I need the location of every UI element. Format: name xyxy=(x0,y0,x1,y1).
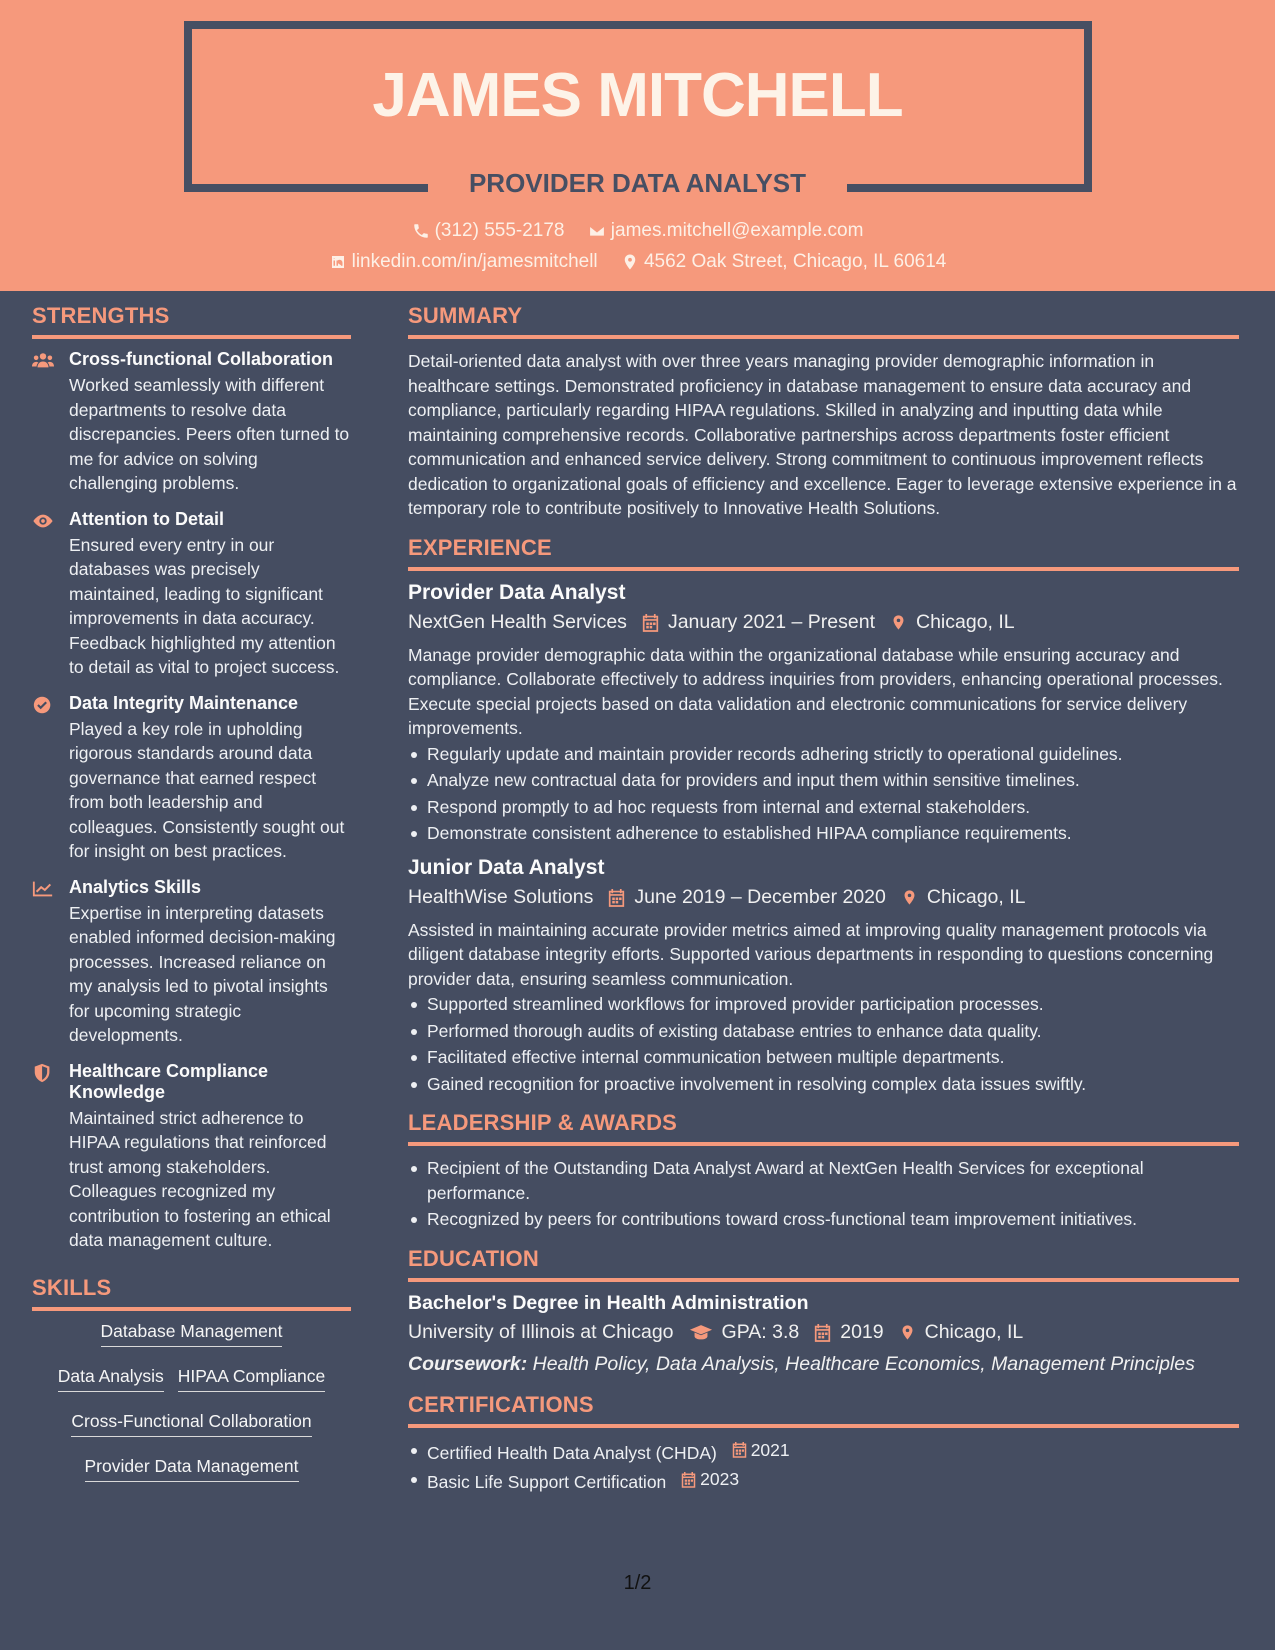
calendar-icon xyxy=(681,1471,696,1488)
cert-date xyxy=(681,1467,739,1492)
education-meta xyxy=(408,1321,1239,1344)
job-description: Assisted in maintaining accurate provider metrics aimed at improving quality management protocols via diligent database integrity efforts. Supported various departments in responding to questions concerning provider data, ensuring seamless communication. xyxy=(408,919,1214,989)
job-bullets xyxy=(408,992,1239,1096)
skills-heading: SKILLS xyxy=(32,1275,351,1311)
graduation-year xyxy=(814,1321,883,1344)
linkedin-text[interactable]: linkedin.com/in/jamesmitchell xyxy=(351,251,598,272)
year-text: 2019 xyxy=(840,1320,884,1343)
gpa xyxy=(689,1321,800,1344)
calendar-icon xyxy=(814,1323,831,1342)
phone-icon xyxy=(412,222,430,240)
strength-text: Expertise in interpreting datasets enabled informed decision-making processes. Increased reliance on my analysis led to pivotal insights for upcoming strategic developments. xyxy=(69,902,336,1045)
list-item xyxy=(408,1467,1239,1494)
cert-year: 2023 xyxy=(700,1468,740,1489)
job-title: Provider Data Analyst xyxy=(408,580,626,604)
dates-text: June 2019 – December 2020 xyxy=(634,885,886,908)
summary-heading: SUMMARY xyxy=(408,303,1239,339)
chart-line-icon xyxy=(32,879,54,899)
candidate-role: PROVIDER DATA ANALYST xyxy=(468,168,807,198)
list-item: Analyze new contractual data for providers and input them within sensitive timelines. xyxy=(408,768,1239,793)
strength-text: Worked seamlessly with different departments to resolve data discrepancies. Peers often turned to me for advice on solving challenging problems. xyxy=(69,375,350,493)
contact-row-1 xyxy=(0,220,1275,246)
map-pin-icon xyxy=(899,1323,916,1342)
company-text: NextGen Health Services xyxy=(408,610,627,633)
list-item: Facilitated effective internal communication between multiple departments. xyxy=(408,1045,1239,1070)
strength-title: Data Integrity Maintenance xyxy=(69,692,299,713)
leadership-list xyxy=(408,1156,1239,1232)
list-item: Demonstrate consistent adherence to established HIPAA compliance requirements. xyxy=(408,821,1239,846)
skill-tag: Cross-Functional Collaboration xyxy=(71,1411,311,1437)
list-item: Recognized by peers for contributions toward cross-functional team improvement initiatives. xyxy=(408,1207,1239,1232)
strength-title: Analytics Skills xyxy=(69,876,202,897)
phone-contact xyxy=(412,220,565,242)
job-dates xyxy=(642,611,875,634)
education-heading: EDUCATION xyxy=(408,1246,1239,1282)
address-text: 4562 Oak Street, Chicago, IL 60614 xyxy=(643,251,947,272)
job-entry xyxy=(408,856,1239,1097)
skill-tag: Provider Data Management xyxy=(85,1456,299,1482)
address-contact xyxy=(621,251,946,273)
strength-item xyxy=(32,509,351,680)
email-contact[interactable] xyxy=(588,220,864,242)
strength-item xyxy=(32,693,351,864)
cert-date xyxy=(732,1438,790,1463)
linkedin-contact[interactable] xyxy=(329,251,598,273)
contact-row-2 xyxy=(0,251,1275,277)
list-item: Performed thorough audits of existing database entries to enhance data quality. xyxy=(408,1019,1239,1044)
gpa-text: GPA: 3.8 xyxy=(721,1320,800,1343)
shield-icon xyxy=(32,1063,54,1083)
location-text: Chicago, IL xyxy=(926,885,1026,908)
strength-text: Maintained strict adherence to HIPAA regulations that reinforced trust among stakeholders. Colleagues recognized my contribution to fostering an ethical data management culture. xyxy=(69,1107,331,1250)
degree-title: Bachelor's Degree in Health Administration xyxy=(408,1291,809,1314)
skill-tag: Database Management xyxy=(101,1321,283,1347)
experience-heading: EXPERIENCE xyxy=(408,535,1239,571)
job-meta xyxy=(408,886,1239,909)
cert-name: Certified Health Data Analyst (CHDA) xyxy=(427,1442,717,1463)
company-name xyxy=(408,611,627,634)
list-item: Regularly update and maintain provider records adhering strictly to operational guidelines. xyxy=(408,742,1239,767)
school-text: University of Illinois at Chicago xyxy=(408,1320,674,1343)
calendar-icon xyxy=(732,1441,747,1458)
envelope-icon xyxy=(588,222,606,240)
calendar-icon xyxy=(608,888,625,907)
skill-tag: Data Analysis xyxy=(58,1366,164,1392)
strength-title: Cross-functional Collaboration xyxy=(69,349,334,369)
job-location xyxy=(901,886,1026,909)
cert-name: Basic Life Support Certification xyxy=(427,1471,667,1492)
strength-title: Healthcare Compliance Knowledge xyxy=(69,1060,269,1102)
skill-tag: HIPAA Compliance xyxy=(178,1366,326,1392)
summary-text: Detail-oriented data analyst with over three years managing provider demographic information in healthcare settings. Demonstrated proficiency in database management to ensure data accuracy and compliance, particularly regarding HIPAA regulations. Skilled in analyzing and inputting data while maintaining comprehensive records. Collaborative partnerships across departments foster efficient communication and enhanced service delivery. Strong commitment to continuous improvement reflects dedication to organizational goals of efficiency and excellence. Eager to leverage extensive experience in a temporary role to contribute positively to Innovative Health Solutions. xyxy=(408,351,1237,518)
coursework-text: Health Policy, Data Analysis, Healthcare Economics, Management Principles xyxy=(532,1352,1195,1375)
strength-item xyxy=(32,877,351,1048)
job-entry xyxy=(408,581,1239,846)
job-meta xyxy=(408,611,1239,634)
email-text[interactable]: james.mitchell@example.com xyxy=(610,220,864,241)
map-pin-icon xyxy=(890,613,907,632)
list-item xyxy=(408,1438,1239,1465)
school-name xyxy=(408,1321,674,1344)
strength-text: Played a key role in upholding rigorous standards around data governance that earned respect from both leadership and colleagues. Consistently sought out for insight on best practices. xyxy=(69,718,345,861)
location-text: Chicago, IL xyxy=(924,1320,1024,1343)
strength-title: Attention to Detail xyxy=(69,508,224,529)
job-bullets xyxy=(408,742,1239,846)
strength-item xyxy=(32,1061,351,1253)
resume-header xyxy=(0,0,1275,291)
candidate-name: JAMES MITCHELL xyxy=(372,61,903,130)
company-text: HealthWise Solutions xyxy=(408,885,594,908)
job-location xyxy=(890,611,1015,634)
location-text: Chicago, IL xyxy=(916,610,1015,633)
school-location xyxy=(899,1321,1024,1344)
job-title: Junior Data Analyst xyxy=(408,855,605,879)
job-dates xyxy=(608,886,886,909)
skills-list xyxy=(32,1321,351,1482)
eye-icon xyxy=(32,511,54,531)
list-item: Recipient of the Outstanding Data Analyst Award at NextGen Health Services for exceptional performance. xyxy=(408,1156,1239,1205)
certifications-heading: CERTIFICATIONS xyxy=(408,1392,1239,1428)
check-circle-icon xyxy=(32,695,54,715)
certifications-list xyxy=(408,1438,1239,1495)
list-item: Respond promptly to ad hoc requests from internal and external stakeholders. xyxy=(408,795,1239,820)
graduation-cap-icon xyxy=(689,1323,713,1342)
users-icon xyxy=(32,351,54,371)
coursework xyxy=(408,1353,1239,1376)
left-column xyxy=(32,303,351,1501)
strength-text: Ensured every entry in our databases was precisely maintained, leading to significant improvements in data accuracy. Feedback highlighted my attention to detail as vital to project success. xyxy=(69,534,340,677)
strengths-heading: STRENGTHS xyxy=(32,303,351,339)
linkedin-icon xyxy=(329,253,347,271)
phone-text: (312) 555-2178 xyxy=(434,220,565,241)
leadership-heading: LEADERSHIP & AWARDS xyxy=(408,1110,1239,1146)
map-pin-icon xyxy=(621,253,639,271)
map-pin-icon xyxy=(901,888,918,907)
strength-item xyxy=(32,349,351,496)
list-item: Gained recognition for proactive involvement in resolving complex data issues swiftly. xyxy=(408,1072,1239,1097)
right-column xyxy=(408,303,1239,1504)
company-name xyxy=(408,886,593,909)
job-description: Manage provider demographic data within the organizational database while ensuring accuracy and compliance. Collaborate effectively to address inquiries from providers, enhancing operational processes. Execute special projects based on data validation and electronic communications for service delivery improvements. xyxy=(408,644,1223,738)
page-number: 1/2 xyxy=(623,1572,652,1594)
cert-year: 2021 xyxy=(750,1439,790,1460)
coursework-label: Coursework: xyxy=(408,1352,528,1375)
list-item: Supported streamlined workflows for improved provider participation processes. xyxy=(408,992,1239,1017)
dates-text: January 2021 – Present xyxy=(667,610,875,633)
calendar-icon xyxy=(642,613,659,632)
